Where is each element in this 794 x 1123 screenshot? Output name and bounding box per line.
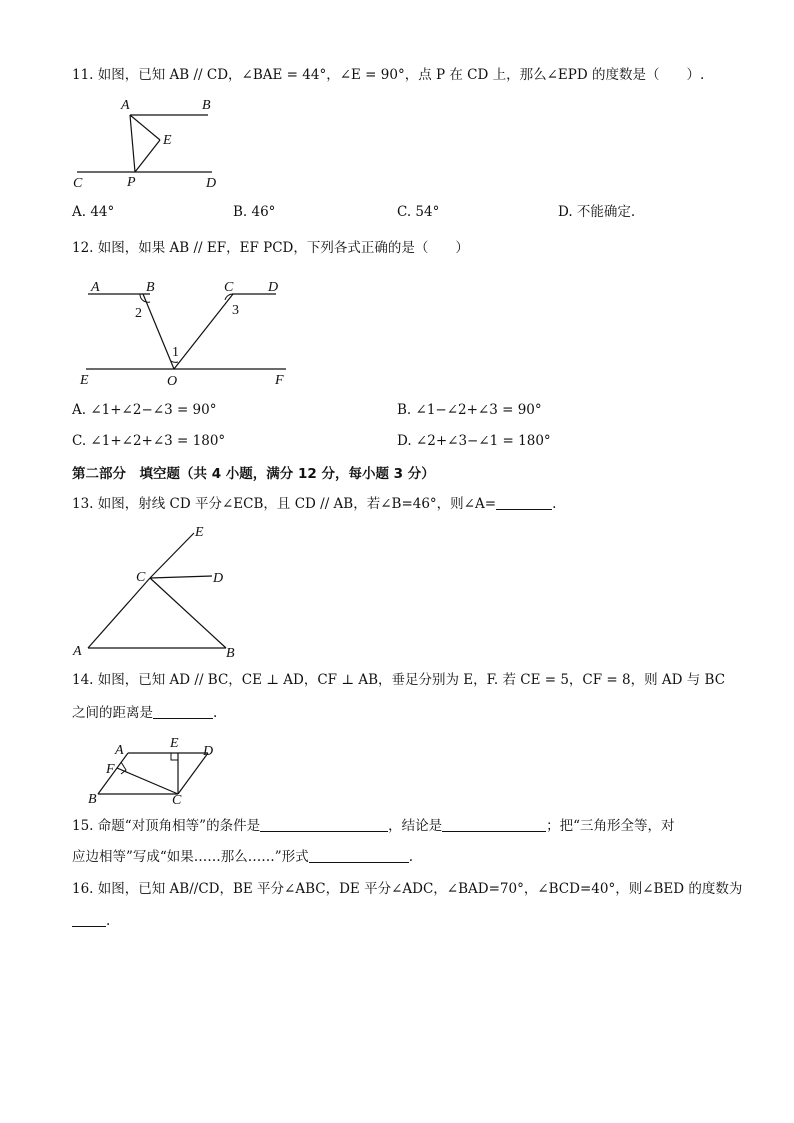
q16-answer-blank[interactable] xyxy=(72,912,106,927)
q12-option-a[interactable]: A. ∠1+∠2−∠3 = 90° xyxy=(72,402,217,418)
q14-label-C: C xyxy=(172,793,182,808)
q11-label-P: P xyxy=(127,175,136,190)
q14-label-A: A xyxy=(115,743,124,758)
q11-label-B: B xyxy=(202,98,211,113)
q13-label-E: E xyxy=(195,525,204,540)
q12-label-D: D xyxy=(268,280,279,295)
q15-part2: ，结论是 xyxy=(388,818,443,834)
q15-part3: ；把“三角形全等，对 xyxy=(546,818,675,834)
q15-line2 xyxy=(72,848,413,866)
q11-option-d[interactable]: D. 不能确定. xyxy=(558,204,636,220)
q12-label-2: 2 xyxy=(135,306,142,321)
q13-label-D: D xyxy=(213,571,224,586)
q12-label-A: A xyxy=(91,280,100,295)
q12-label-3: 3 xyxy=(232,303,239,318)
q12-label-E: E xyxy=(80,373,89,388)
q11-option-a[interactable]: A. 44° xyxy=(72,204,115,220)
q14-stem-line1: 14. 如图，已知 AD // BC，CE ⊥ AD，CF ⊥ AB，垂足分别为 E，F. 若 CE = 5，CF = 8，则 AD 与 BC xyxy=(72,672,726,688)
q11-label-D: D xyxy=(206,176,217,191)
q12-label-C: C xyxy=(224,280,234,295)
q11-label-A: A xyxy=(121,98,130,113)
q12-label-1: 1 xyxy=(172,345,179,360)
q16-end: . xyxy=(106,913,111,929)
q12-label-B: B xyxy=(146,280,155,295)
q16-stem: 16. 如图，已知 AB//CD，BE 平分∠ABC，DE 平分∠ADC，∠BAD=70°，∠BCD=40°，则∠BED 的度数为 xyxy=(72,881,743,897)
q15-line2a: 应边相等”写成“如果……那么……”形式 xyxy=(72,849,309,865)
q12-option-b[interactable]: B. ∠1−∠2+∠3 = 90° xyxy=(397,402,542,418)
q13-label-A: A xyxy=(73,644,82,659)
q14-label-B: B xyxy=(88,792,97,807)
q12-label-O: O xyxy=(167,374,178,389)
q12-label-F: F xyxy=(275,373,284,388)
q13-end: . xyxy=(552,496,557,512)
q11-label-C: C xyxy=(73,176,83,191)
q14-stem2: 之间的距离是 xyxy=(72,705,153,721)
q13-label-B: B xyxy=(226,646,235,661)
q16-line2 xyxy=(72,912,110,930)
q11-option-b[interactable]: B. 46° xyxy=(233,204,276,220)
q14-label-E: E xyxy=(170,736,179,751)
q11-label-E: E xyxy=(163,133,172,148)
q15-end: . xyxy=(408,849,414,865)
q11-stem: 11. 如图，已知 AB // CD，∠BAE = 44°，∠E = 90°，点 P 在 CD 上，那么∠EPD 的度数是（ ）. xyxy=(72,67,705,83)
q15-condition-blank[interactable] xyxy=(260,817,388,832)
q15-form-blank[interactable] xyxy=(309,848,409,863)
section-heading: 第二部分 填空题（共 4 小题，满分 12 分，每小题 3 分） xyxy=(72,466,435,482)
q15-conclusion-blank[interactable] xyxy=(442,817,546,832)
q13-stem: 13. 如图，射线 CD 平分∠ECB，且 CD // AB，若∠B=46°，则∠A= xyxy=(72,496,497,512)
q14-end: . xyxy=(213,705,218,721)
q12-option-c[interactable]: C. ∠1+∠2+∠3 = 180° xyxy=(72,433,226,449)
q15-line1 xyxy=(72,817,674,835)
q15-part1: 15. 命题“对顶角相等”的条件是 xyxy=(72,818,261,834)
q11-option-c[interactable]: C. 54° xyxy=(397,204,440,220)
q14-label-F: F xyxy=(106,762,115,777)
q14-label-D: D xyxy=(203,744,214,759)
q12-stem: 12. 如图，如果 AB // EF，EF PCD，下列各式正确的是（ ） xyxy=(72,240,469,256)
q13-label-C: C xyxy=(136,570,146,585)
q12-option-d[interactable]: D. ∠2+∠3−∠1 = 180° xyxy=(397,433,551,449)
